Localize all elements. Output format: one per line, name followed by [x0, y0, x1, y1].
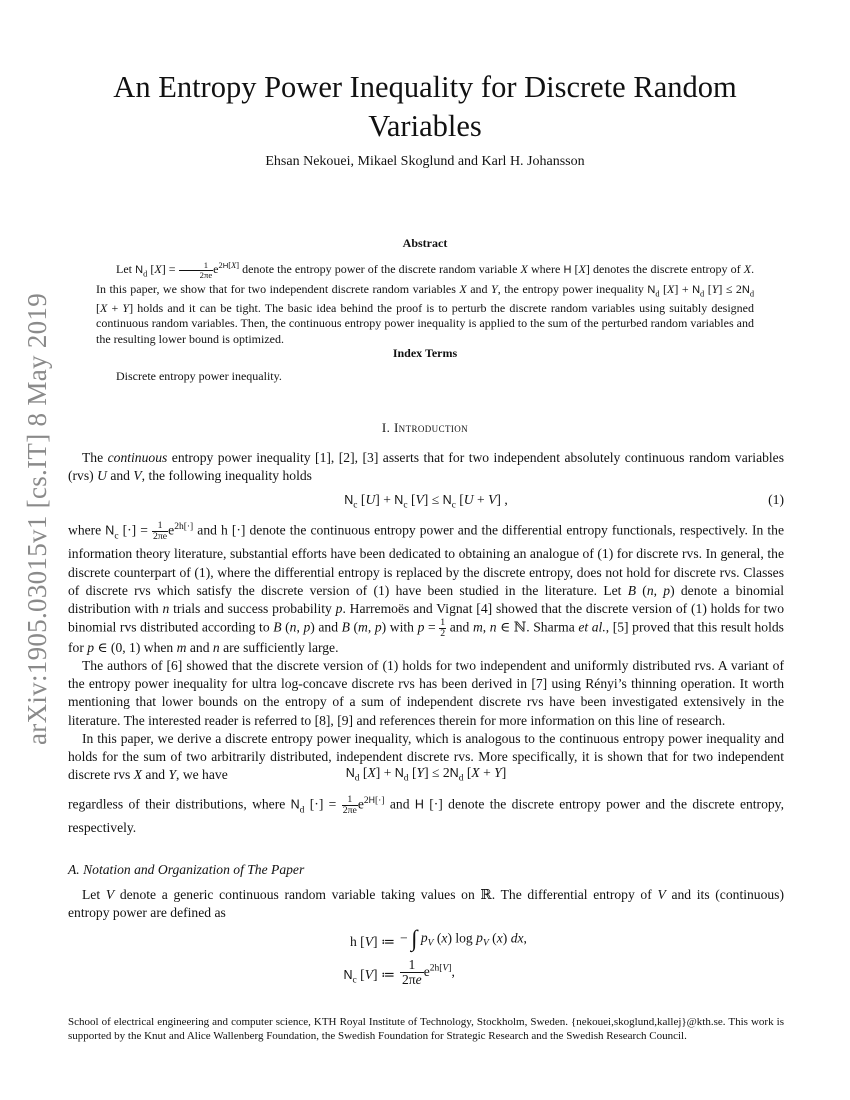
notation-paragraph: Let V denote a generic continuous random variable taking values on ℝ. The differential entropy of V and its (continuous) entropy power are defined as — [68, 887, 784, 921]
footnote: School of electrical engineering and computer science, KTH Royal Institute of Technology, Stockholm, Sweden. {nekouei,skoglund,kallej}@kth.se. This work is supported by the Knut and Alice Wallenberg Foundation, the Swedish Foundation for Strategic Research and the Swedish Research Council. — [68, 1016, 784, 1042]
intro-paragraph-2: where $N_c$ [·] = $\frac{1}{2\pi e}$ $e^{2h[\cdot]}$ and h [·] denote the continuous entropy power and the differential entropy functionals, respectively. In the information theory literature, substantial efforts have been dedicated to obtaining an analogue of (1) for discrete rvs. In general, the discrete counterpart of (1), where the differential entropy is replaced by the discrete entropy, does not hold for discrete rvs. Classes of discrete rvs which satisfy the discrete version of (1) have been studied in the literature. Let B (n, p) denote a binomial distribution with n trials and success probability p. Harremoës and Vignat [4] showed that the discrete version of (1) holds for two binomial rvs distributed according to B (n, p) and B (m, p) with p = $\frac{1}{2}$ and m, n ∈ ℕ. Sharma et al., [5] proved that this result holds for p ∈ (0, 1) when m and n are sufficiently large. The authors of [6] showed that the discrete version of (1) holds for two independent and uniformly distributed rvs. A variant of the entropy power inequality for ultra log-concave discrete rvs has been derived in [7] using Rényi’s thinning operation. It worth mentioning that lower bounds on the entropy of a sum of independent discrete rvs have been investigated extensively in the literature. The interested reader is referred to [8], [9] and references therein for more information on this line of research. In this paper, we derive a discrete entropy power inequality, which is analogous to the continuous entropy power inequality and holds for the sum of two arbitrarily distributed, independent discrete rvs. More specifically, it is shown that for two independent discrete rvs X and Y, we have — [68, 518, 784, 784]
arxiv-stamp: arXiv:1905.03015v1 [cs.IT] 8 May 2019 — [22, 292, 52, 745]
intro-paragraph-3: The authors of [6] showed that the discrete version of (1) holds for two independent and uniformly distributed rvs. A variant of the entropy power inequality for ultra log-concave discrete rvs has been derived in [7] using Rényi’s thinning operation. It worth mentioning that lower bounds on the entropy of a sum of independent discrete rvs have been investigated extensively in the literature. The interested reader is referred to [8], [9] and references therein for more information on this line of research. — [68, 658, 784, 728]
section-heading: I. Introduction — [381, 420, 469, 435]
definitions-display: h [V] ≔ − ∫ $p_V$ (x) $\log p_V$ (x) dx, $N_c$ [V] ≔ $\frac{1}{2\pi e}$ $e^{2h[V]}$, — [343, 926, 527, 988]
intro-paragraph-5: regardless of their distributions, where $N_d$ [·] = $\frac{1}{2\pi e}$ $e^{2H[\cdot]}$ and H [·] denote the discrete entropy power and the discrete entropy, respectively. — [68, 794, 784, 836]
abstract-body: Let $N_d$ [X] = $\frac{1}{2\pi e}$ $e^{2H[X]}$ denote the entropy power of the discrete random variable X where H [X] denotes the discrete entropy of X. In this paper, we show that for two independent discrete random variables X and Y, the entropy power inequality $N_d$ $[X] + N_d$ $[Y] \le 2N_d$ [X + Y] holds and it can be tight. The basic idea behind the proof is to perturb the discrete random variables using suitably designed continuous random variables. Then, the continuous entropy power inequality is applied to the sum of the perturbed random variables and the resulting lower bound is optimized. — [96, 260, 755, 346]
paper-authors: Ehsan Nekouei, Mikael Skoglund and Karl H. Johansson — [265, 154, 585, 169]
intro-paragraph-4: In this paper, we derive a discrete entropy power inequality, which is analogous to the continuous entropy power inequality and holds for the sum of two arbitrarily distributed, independent discrete rvs. More specifically, it is shown that for two independent discrete rvs X and Y, we have — [68, 730, 784, 783]
index-terms: Discrete entropy power inequality. — [116, 369, 282, 383]
paper-title: An Entropy Power Inequality for Discrete Random Variables — [113, 70, 737, 143]
index-terms-heading: Index Terms — [392, 346, 458, 360]
subsection-heading: A. Notation and Organization of The Paper — [68, 862, 305, 877]
equation-1: $N_c$ $[U] + N_c$ $[V] \le N_c$ [U + V] , (1) — [344, 492, 784, 511]
abstract-heading: Abstract — [402, 236, 448, 250]
intro-paragraph-1: The continuous entropy power inequality [1], [2], [3] asserts that for two independent absolutely continuous random variables (rvs) U and V, the following inequality holds — [68, 450, 785, 484]
equation-discrete-epi: $N_d$ $[X] + N_d$ $[Y] \le 2N_d$ [X + Y] — [345, 765, 507, 784]
equation-number: (1) — [768, 492, 784, 507]
